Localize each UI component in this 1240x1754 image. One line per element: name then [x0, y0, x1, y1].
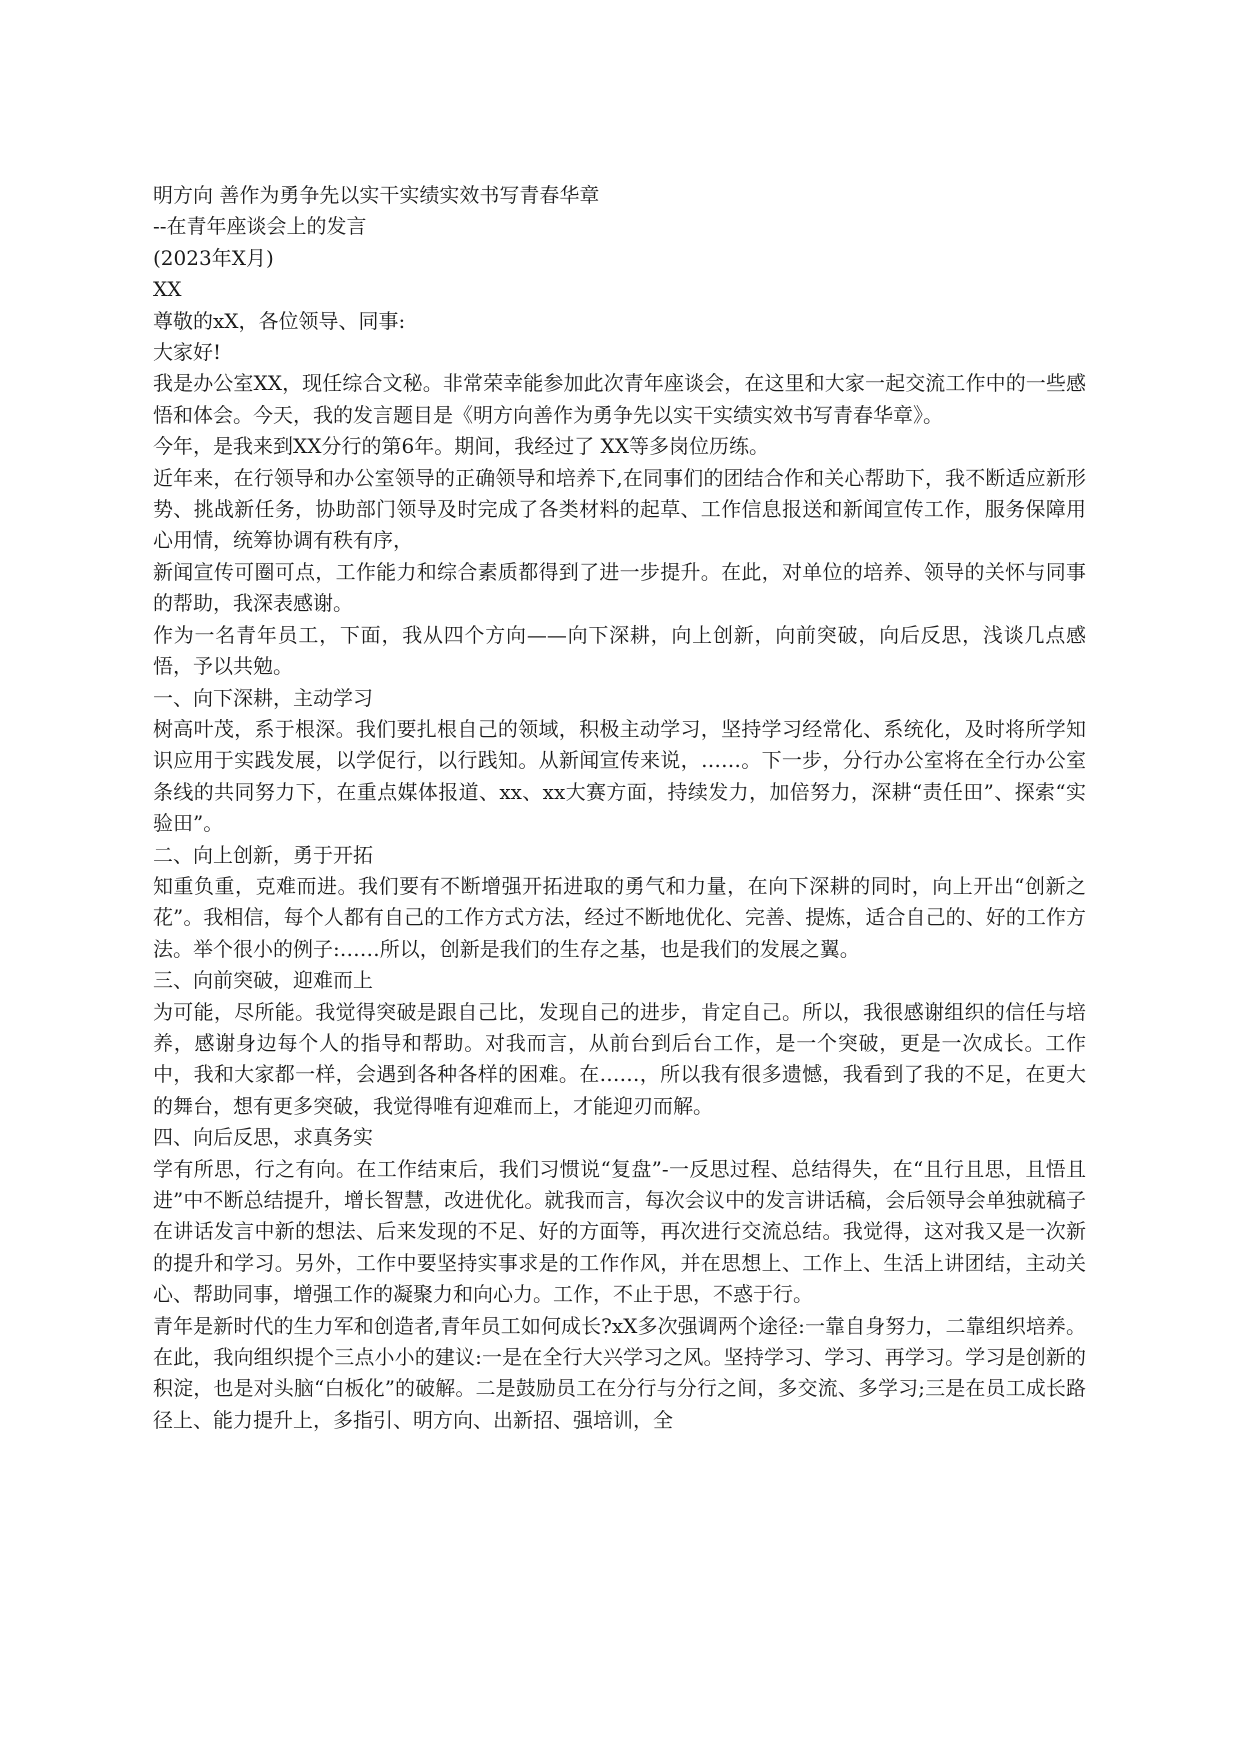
paragraph-four-directions: 作为一名青年员工，下面，我从四个方向——向下深耕，向上创新，向前突破，向后反思，浅谈几点感悟，予以共勉。 [153, 622, 1086, 679]
section-heading-4: 四、向后反思，求真务实 [153, 1125, 373, 1150]
section-heading-2: 二、向上创新，勇于开拓 [153, 842, 373, 867]
closing-paragraph: 青年是新时代的生力军和创造者,青年员工如何成长?xX多次强调两个途径:一靠自身努力，二靠组织培养。在此，我向组织提个三点小小的建议:一是在全行大兴学习之风。坚持学习、学习、再学习。学习是创新的积淀，也是对头脑“白板化”的破解。二是鼓励员工在分行与分行之间，多交流、多学习;三是在员工成长路径上、能力提升上，多指引、明方向、出新招、强培训，全 [153, 1313, 1086, 1432]
section-body-1: 树高叶茂，系于根深。我们要扎根自己的领域，积极主动学习，坚持学习经常化、系统化，及时将所学知识应用于实践发展，以学促行，以行践知。从新闻宣传来说，……。下一步，分行办公室将在全行办公室条线的共同努力下，在重点媒体报道、xx、xx大赛方面，持续发力，加倍努力，深耕“责任田”、探索“实验田”。 [153, 716, 1086, 836]
document-page [153, 180, 1086, 1436]
document-author: XX [153, 277, 182, 302]
salutation: 尊敬的xX，各位领导、同事: [153, 308, 406, 333]
document-subtitle: --在青年座谈会上的发言 [153, 214, 367, 239]
section-body-3: 为可能，尽所能。我觉得突破是跟自己比，发现自己的进步，肯定自己。所以，我很感谢组织的信任与培养，感谢身边每个人的指导和帮助。对我而言，从前台到后台工作，是一个突破，更是一次成长。工作中，我和大家都一样，会遇到各种各样的困难。在……，所以我有很多遗憾，我看到了我的不足，在更大的舞台，想有更多突破，我觉得唯有迎难而上，才能迎刃而解。 [153, 999, 1086, 1118]
document-title: 明方向 善作为勇争先以实干实绩实效书写青春华章 [153, 183, 600, 207]
greeting: 大家好! [153, 340, 222, 365]
paragraph-recent-years: 近年来，在行领导和办公室领导的正确领导和培养下,在同事们的团结合作和关心帮助下，我不断适应新形势、挑战新任务，协助部门领导及时完成了各类材料的起草、工作信息报送和新闻宣传工作，服务保障用心用情，统筹协调有秩有序， [153, 465, 1086, 553]
section-body-2: 知重负重，克难而进。我们要有不断增强开拓进取的勇气和力量，在向下深耕的同时，向上开出“创新之花”。我相信，每个人都有自己的工作方式方法，经过不断地优化、完善、提炼，适合自己的、好的工作方法。举个很小的例子:……所以，创新是我们的生存之基，也是我们的发展之翼。 [153, 873, 1086, 961]
paragraph-thanks: 新闻宣传可圈可点，工作能力和综合素质都得到了进一步提升。在此，对单位的培养、领导的关怀与同事的帮助，我深表感谢。 [153, 559, 1086, 616]
section-heading-3: 三、向前突破，迎难而上 [153, 968, 373, 993]
paragraph-tenure: 今年，是我来到XX分行的第6年。期间，我经过了 XX等多岗位历练。 [153, 434, 770, 459]
section-heading-1: 一、向下深耕，主动学习 [153, 685, 373, 710]
section-body-4: 学有所思，行之有向。在工作结束后，我们习惯说“复盘”-一反思过程、总结得失，在“且行且思，且悟且进”中不断总结提升，增长智慧，改进优化。就我而言，每次会议中的发言讲话稿，会后领导会单独就稿子在讲话发言中新的想法、后来发现的不足、好的方面等，再次进行交流总结。我觉得，这对我又是一次新的提升和学习。另外，工作中要坚持实事求是的工作作风，并在思想上、工作上、生活上讲团结，主动关心、帮助同事，增强工作的凝聚力和向心力。工作，不止于思，不惑于行。 [153, 1156, 1086, 1307]
document-date: (2023年X月) [153, 245, 274, 270]
paragraph-intro: 我是办公室XX，现任综合文秘。非常荣幸能参加此次青年座谈会，在这里和大家一起交流工作中的一些感悟和体会。今天，我的发言题目是《明方向善作为勇争先以实干实绩实效书写青春华章》。 [153, 371, 1086, 427]
